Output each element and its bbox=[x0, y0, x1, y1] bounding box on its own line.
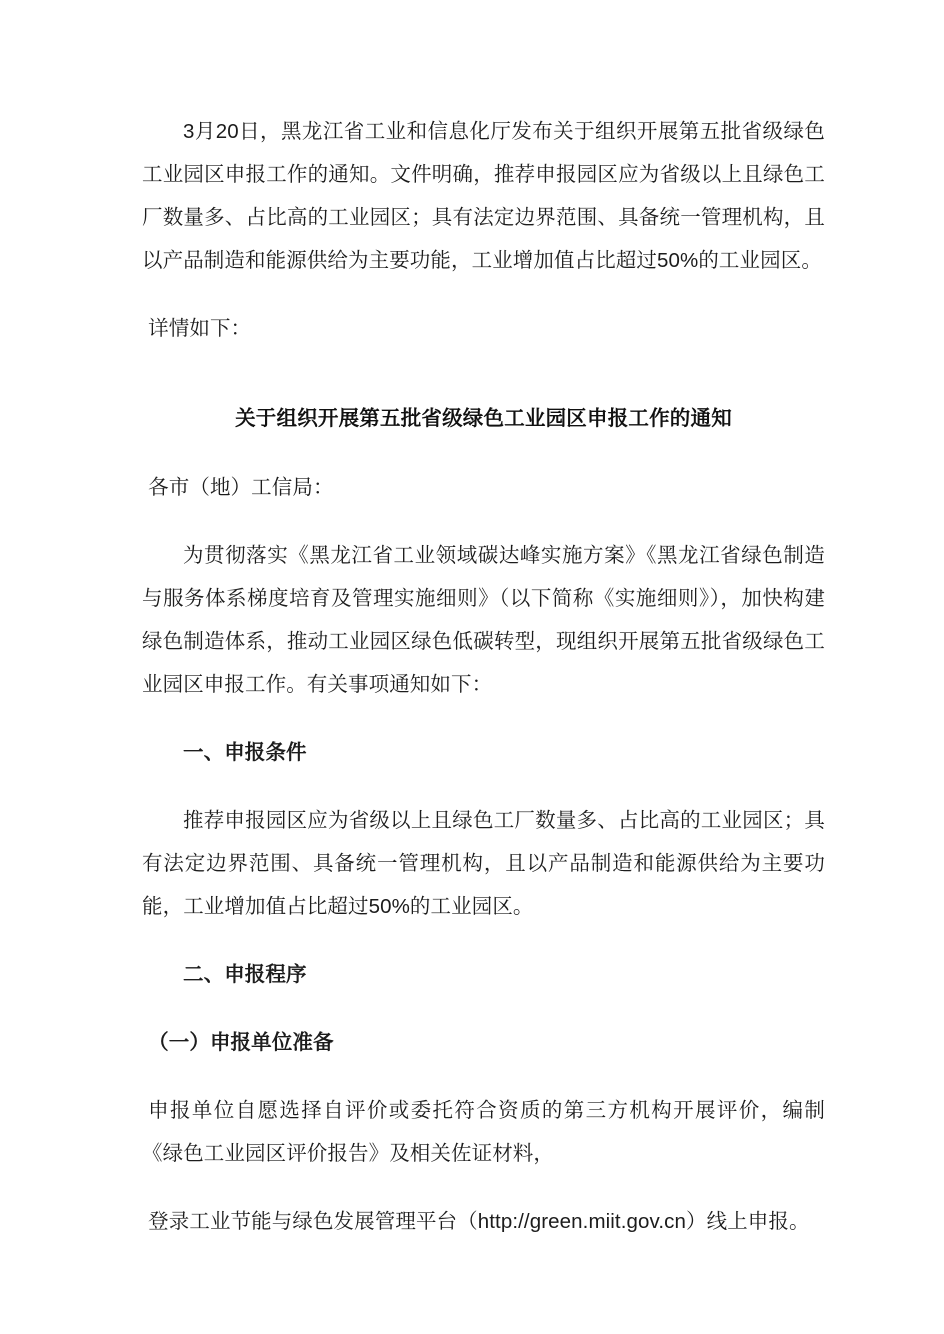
section-2-paragraph-continued: 登录工业节能与绿色发展管理平台（http://green.miit.gov.cn）线上申报。 bbox=[148, 1210, 810, 1233]
section-subheading-2-1: （一）申报单位准备 bbox=[148, 1031, 334, 1054]
lead-in-text: 详情如下： bbox=[148, 317, 252, 340]
section-2-paragraph: 申报单位自愿选择自评价或委托符合资质的第三方机构开展评价，编制《绿色工业园区评价报告》及相关佐证材料， bbox=[142, 1099, 825, 1165]
document-title: 关于组织开展第五批省级绿色工业园区申报工作的通知 bbox=[235, 407, 732, 430]
document-body bbox=[142, 110, 825, 1243]
section-heading-2: 二、申报程序 bbox=[183, 963, 307, 986]
section-1-paragraph: 推荐申报园区应为省级以上且绿色工厂数量多、占比高的工业园区；具有法定边界范围、具备统一管理机构，且以产品制造和能源供给为主要功能，工业增加值占比超过50%的工业园区。 bbox=[142, 809, 825, 918]
title-spacer bbox=[142, 375, 825, 397]
preamble-paragraph: 为贯彻落实《黑龙江省工业领域碳达峰实施方案》《黑龙江省绿色制造与服务体系梯度培育及管理实施细则》（以下简称《实施细则》），加快构建绿色制造体系，推动工业园区绿色低碳转型，现组织开展第五批省级绿色工业园区申报工作。有关事项通知如下： bbox=[142, 544, 825, 696]
intro-paragraph: 3月20日，黑龙江省工业和信息化厅发布关于组织开展第五批省级绿色工业园区申报工作的通知。文件明确，推荐申报园区应为省级以上且绿色工厂数量多、占比高的工业园区；具有法定边界范围、具备统一管理机构，且以产品制造和能源供给为主要功能，工业增加值占比超过50%的工业园区。 bbox=[142, 120, 825, 272]
salutation: 各市（地）工信局： bbox=[148, 476, 334, 499]
section-heading-1: 一、申报条件 bbox=[183, 741, 307, 764]
